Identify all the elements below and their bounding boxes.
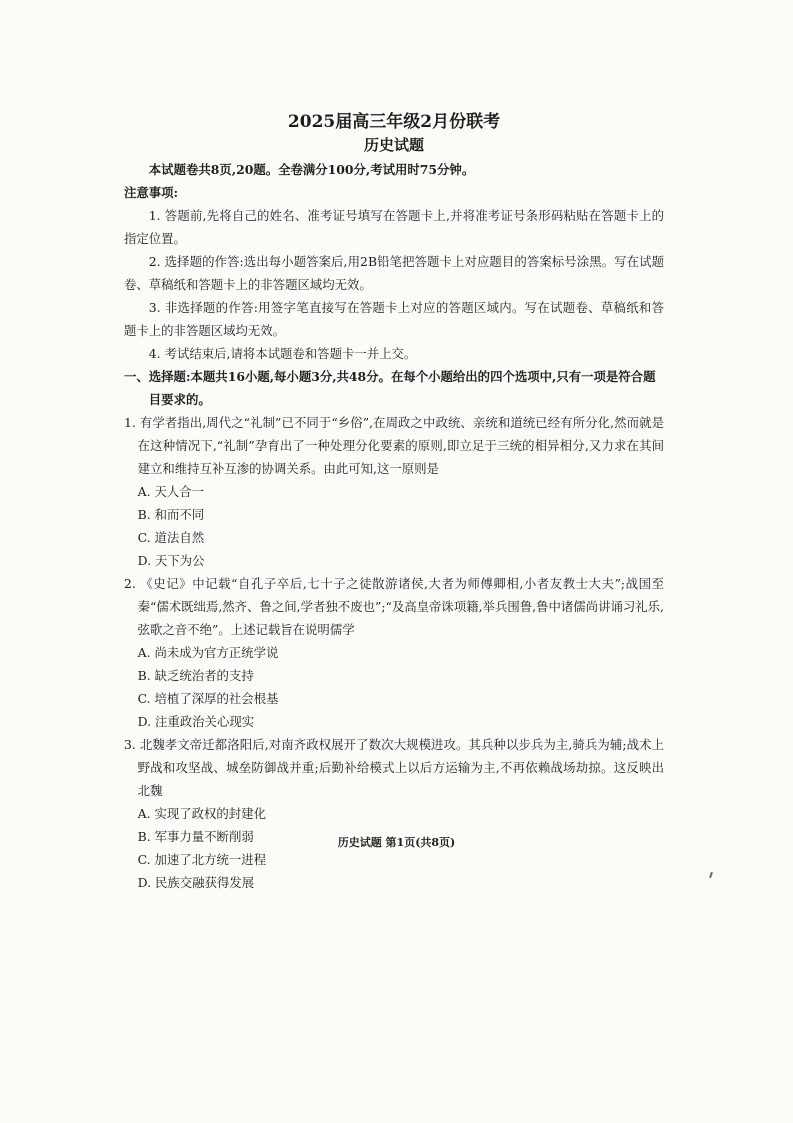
option-b: B. 缺乏统治者的支持: [137, 668, 254, 683]
question-stem: 2. 《史记》中记载“自孔子卒后,七十子之徒散游诸侯,大者为师傅卿相,小者友教士大夫”;战国至秦“儒术既绌焉,然齐、鲁之间,学者独不废也”;“及高皇帝诛项籍,举兵围鲁,鲁中诸儒尚讲诵习礼乐,弦歌之音不绝”。上述记载旨在说明儒学: [124, 576, 664, 637]
question-stem: 3. 北魏孝文帝迁都洛阳后,对南齐政权展开了数次大规模进攻。其兵种以步兵为主,骑兵为辅;战术上野战和攻坚战、城垒防御战并重;后勤补给模式上以后方运输为主,不再依赖战场劫掠。这反映出北魏: [124, 737, 664, 798]
option-d: D. 注重政治关心现实: [137, 714, 255, 729]
option-b: B. 和而不同: [137, 507, 205, 522]
page-footer: 历史试题 第1页(共8页): [337, 836, 456, 849]
notice-item: 2. 选择题的作答:选出每小题答案后,用2B铅笔把答题卡上对应题目的答案标号涂黑。写在试题卷、草稿纸和答题卡上的非答题区域均无效。: [124, 254, 664, 292]
option-d: D. 天下为公: [137, 553, 205, 568]
option-a: A. 尚未成为官方正统学说: [137, 645, 279, 660]
exam-content: [124, 110, 664, 894]
exam-info: 本试题卷共8页,20题。全卷满分100分,考试用时75分钟。: [148, 162, 475, 177]
option-a: A. 天人合一: [137, 484, 205, 499]
exam-subject-title: 历史试题: [363, 136, 424, 154]
option-c: C. 加速了北方统一进程: [137, 852, 267, 867]
option-c: C. 道法自然: [137, 530, 205, 545]
question-3: [124, 733, 664, 894]
option-d: D. 民族交融获得发展: [137, 875, 255, 890]
question-stem: 1. 有学者指出,周代之“礼制”已不同于“乡俗”,在周政之中政统、亲统和道统已经有所分化,然而就是在这种情况下,“礼制”孕育出了一种处理分化要素的原则,即立足于三统的相异相分,又力求在其间建立和维持互补互渗的协调关系。由此可知,这一原则是: [124, 415, 664, 476]
notice-block: [124, 181, 664, 365]
option-c: C. 培植了深厚的社会根基: [137, 691, 279, 706]
option-a: A. 实现了政权的封建化: [137, 806, 266, 821]
section-heading: 一、选择题:本题共16小题,每小题3分,共48分。在每个小题给出的四个选项中,只有一项是符合题目要求的。: [124, 369, 656, 407]
notice-item: 3. 非选择题的作答:用签字笔直接写在答题卡上对应的答题区域内。写在试题卷、草稿纸和答题卡上的非答题区域均无效。: [124, 300, 664, 338]
exam-title: 2025届高三年级2月份联考: [287, 112, 501, 132]
scan-speck: [709, 872, 713, 878]
question-1: [124, 411, 664, 572]
notice-heading: 注意事项:: [124, 185, 179, 200]
option-b: B. 军事力量不断削弱: [137, 829, 254, 844]
notice-item: 1. 答题前,先将自己的姓名、准考证号填写在答题卡上,并将准考证号条形码粘贴在答题卡上的指定位置。: [124, 208, 664, 246]
notice-item: 4. 考试结束后,请将本试题卷和答题卡一并上交。: [148, 346, 417, 361]
question-2: [124, 572, 664, 733]
